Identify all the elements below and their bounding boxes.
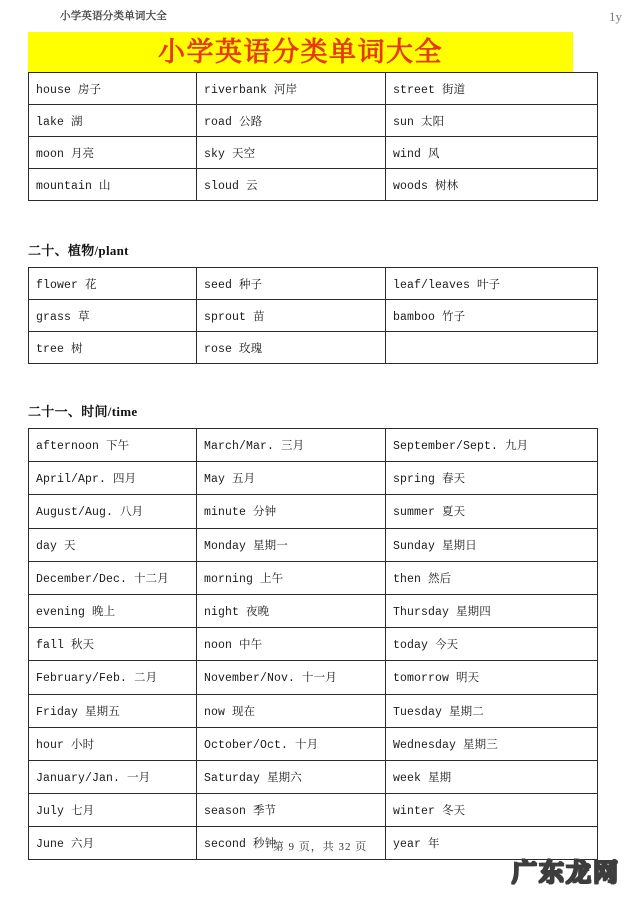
word-cell: July 七月 xyxy=(29,794,197,827)
word-cell: Sunday 星期日 xyxy=(386,528,598,561)
word-cell: hour 小时 xyxy=(29,727,197,760)
word-cell: rose 玫瑰 xyxy=(197,332,386,364)
word-cell: moon 月亮 xyxy=(29,137,197,169)
word-table-nature-body xyxy=(29,73,598,201)
table-row xyxy=(29,300,598,332)
word-cell: May 五月 xyxy=(197,462,386,495)
word-cell: now 现在 xyxy=(197,694,386,727)
table-row xyxy=(29,429,598,462)
table-row xyxy=(29,528,598,561)
word-cell: mountain 山 xyxy=(29,169,197,201)
table-row xyxy=(29,332,598,364)
word-cell: March/Mar. 三月 xyxy=(197,429,386,462)
word-cell: season 季节 xyxy=(197,794,386,827)
word-cell: June 六月 xyxy=(29,827,197,860)
page-header xyxy=(0,8,640,28)
word-table-nature xyxy=(28,72,598,201)
word-cell: November/Nov. 十一月 xyxy=(197,661,386,694)
word-cell: today 今天 xyxy=(386,628,598,661)
word-cell: August/Aug. 八月 xyxy=(29,495,197,528)
word-table-time-body xyxy=(29,429,598,860)
word-cell: sprout 苗 xyxy=(197,300,386,332)
word-cell: sun 太阳 xyxy=(386,105,598,137)
word-cell: October/Oct. 十月 xyxy=(197,727,386,760)
table-row xyxy=(29,561,598,594)
word-cell: sky 天空 xyxy=(197,137,386,169)
section-heading-plant: 二十、植物/plant xyxy=(28,243,129,258)
word-cell: night 夜晚 xyxy=(197,594,386,627)
word-cell: Wednesday 星期三 xyxy=(386,727,598,760)
table-row xyxy=(29,727,598,760)
table-row xyxy=(29,594,598,627)
word-cell: January/Jan. 一月 xyxy=(29,760,197,793)
table-row xyxy=(29,268,598,300)
word-cell: December/Dec. 十二月 xyxy=(29,561,197,594)
word-cell: noon 中午 xyxy=(197,628,386,661)
table-row xyxy=(29,628,598,661)
word-cell: tomorrow 明天 xyxy=(386,661,598,694)
word-cell: evening 晚上 xyxy=(29,594,197,627)
word-cell: winter 冬天 xyxy=(386,794,598,827)
word-cell: September/Sept. 九月 xyxy=(386,429,598,462)
word-cell: then 然后 xyxy=(386,561,598,594)
running-header-title: 小学英语分类单词大全 xyxy=(60,11,167,22)
word-cell: afternoon 下午 xyxy=(29,429,197,462)
word-cell: road 公路 xyxy=(197,105,386,137)
table-row xyxy=(29,661,598,694)
title-banner xyxy=(28,32,573,72)
word-cell: seed 种子 xyxy=(197,268,386,300)
word-cell: house 房子 xyxy=(29,73,197,105)
table-row xyxy=(29,794,598,827)
word-cell: sloud 云 xyxy=(197,169,386,201)
word-cell: day 天 xyxy=(29,528,197,561)
word-cell: woods 树林 xyxy=(386,169,598,201)
document-title: 小学英语分类单词大全 xyxy=(158,36,443,67)
word-table-plant xyxy=(28,267,598,364)
word-cell: second 秒钟 xyxy=(197,827,386,860)
table-row xyxy=(29,495,598,528)
site-watermark: 广东龙网 xyxy=(511,858,620,887)
word-table-plant-body xyxy=(29,268,598,364)
word-cell xyxy=(386,332,598,364)
word-cell: leaf/leaves 叶子 xyxy=(386,268,598,300)
word-cell: tree 树 xyxy=(29,332,197,364)
word-cell: riverbank 河岸 xyxy=(197,73,386,105)
table-row xyxy=(29,137,598,169)
word-cell: year 年 xyxy=(386,827,598,860)
word-cell: Saturday 星期六 xyxy=(197,760,386,793)
word-cell: street 街道 xyxy=(386,73,598,105)
word-cell: week 星期 xyxy=(386,760,598,793)
word-cell: bamboo 竹子 xyxy=(386,300,598,332)
word-cell: fall 秋天 xyxy=(29,628,197,661)
word-cell: Friday 星期五 xyxy=(29,694,197,727)
word-table-time xyxy=(28,428,598,860)
word-cell: Tuesday 星期二 xyxy=(386,694,598,727)
page-marker: 1y xyxy=(609,9,622,24)
word-cell: lake 湖 xyxy=(29,105,197,137)
word-cell: Thursday 星期四 xyxy=(386,594,598,627)
word-cell: minute 分钟 xyxy=(197,495,386,528)
table-row xyxy=(29,169,598,201)
section-heading-time: 二十一、时间/time xyxy=(28,404,138,419)
table-row xyxy=(29,462,598,495)
word-cell: wind 风 xyxy=(386,137,598,169)
table-row xyxy=(29,105,598,137)
table-row xyxy=(29,694,598,727)
table-row xyxy=(29,73,598,105)
table-row xyxy=(29,760,598,793)
word-cell: February/Feb. 二月 xyxy=(29,661,197,694)
word-cell: morning 上午 xyxy=(197,561,386,594)
word-cell: flower 花 xyxy=(29,268,197,300)
word-cell: summer 夏天 xyxy=(386,495,598,528)
word-cell: April/Apr. 四月 xyxy=(29,462,197,495)
word-cell: spring 春天 xyxy=(386,462,598,495)
word-cell: grass 草 xyxy=(29,300,197,332)
word-cell: Monday 星期一 xyxy=(197,528,386,561)
page-footer: 第 9 页，共 32 页 xyxy=(272,841,368,853)
